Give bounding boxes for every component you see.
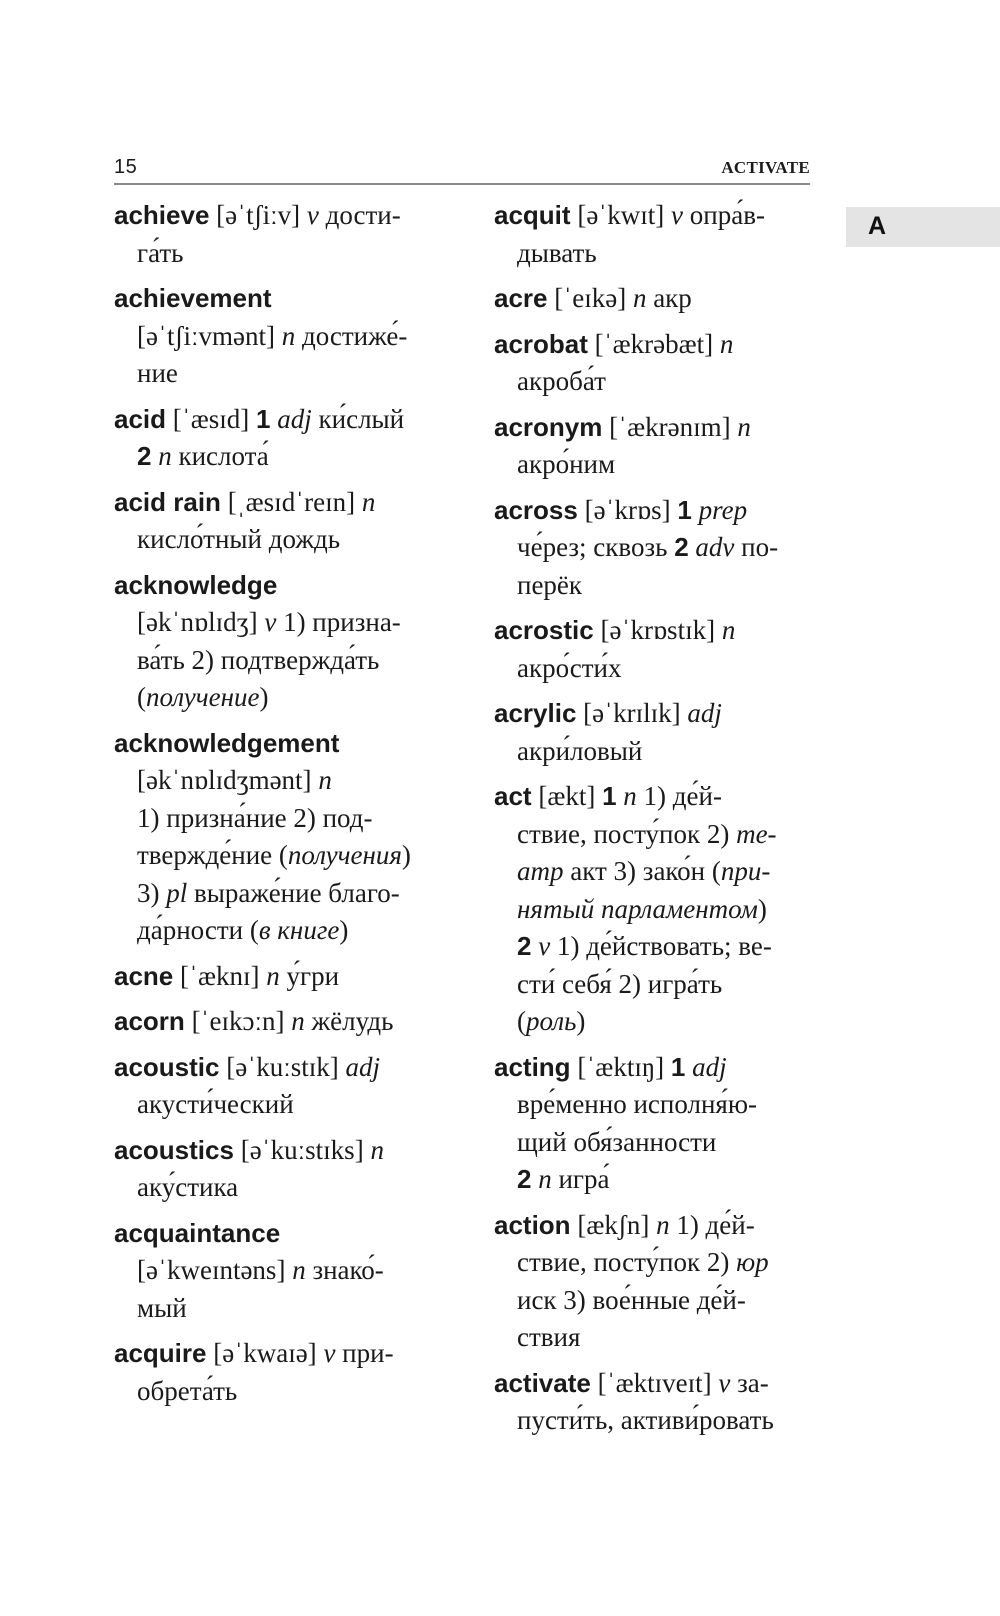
entry-text: [əˈkweɪntəns] [137, 1255, 293, 1285]
dictionary-entry [114, 1049, 454, 1124]
italic-label: adj [687, 698, 722, 728]
entry-line [494, 529, 814, 567]
entry-line [114, 1290, 454, 1328]
italic-label: v [323, 1338, 336, 1368]
entry-text: выраже́ние благо- [187, 877, 400, 908]
dictionary-entry [494, 492, 814, 605]
entry-line [114, 875, 454, 913]
entry-line [114, 567, 454, 605]
entry-line [114, 1215, 454, 1253]
headword: acting [494, 1051, 571, 1082]
italic-label: n [292, 1255, 306, 1285]
sense-number: 1 [670, 1051, 686, 1082]
headword: acid [114, 403, 167, 434]
dictionary-entry [494, 1049, 814, 1199]
header-rule [114, 183, 810, 185]
entry-text: акр [646, 283, 692, 313]
sense-number: 1 [602, 781, 617, 811]
entry-line [114, 1132, 454, 1170]
dictionary-entry [114, 1335, 454, 1410]
entry-text: игра́ [551, 1164, 610, 1194]
headword: acoustic [114, 1051, 220, 1082]
entry-text: ва́ть 2) подтвержда́ть [137, 644, 380, 675]
entry-line [494, 235, 814, 273]
entry-line [494, 492, 814, 530]
entry-text: ствие, посту́пок 2) [517, 818, 737, 849]
headword: acronym [494, 411, 603, 442]
entry-text: [əkˈnɒlɪdʒmənt] [137, 765, 319, 795]
italic-label: v [538, 931, 551, 961]
dictionary-entry [114, 401, 454, 476]
italic-label: n [719, 328, 734, 359]
entry-text: да́рности ( [137, 915, 259, 945]
headword: acorn [114, 1006, 185, 1036]
entry-text: ) [401, 840, 411, 870]
entry-text: твержде́ние ( [137, 840, 288, 870]
entry-line [114, 355, 454, 393]
entry-line [494, 1282, 814, 1320]
headword: acquit [494, 200, 571, 230]
entry-line [114, 1049, 454, 1087]
entry-text: ( [517, 1006, 526, 1036]
dictionary-column-right [494, 197, 814, 1448]
entry-line [494, 280, 814, 318]
entry-line [114, 679, 454, 717]
entry-line [114, 642, 454, 680]
entry-text: га́ть [137, 237, 184, 268]
entry-text: 1) призна́ние 2) под- [137, 802, 373, 833]
entry-text: акроба́т [517, 366, 606, 396]
dictionary-entry [494, 778, 814, 1041]
entry-text: [ækʃn] [570, 1209, 657, 1240]
entry-line [494, 446, 814, 484]
entry-text: ки́слый [311, 403, 405, 434]
entry-text: иск 3) вое́нные де́й- [517, 1284, 746, 1315]
italic-label: n [158, 441, 172, 471]
entry-line [494, 612, 814, 650]
italic-label: adj [345, 1051, 380, 1082]
entry-text: [əkˈnɒlɪdʒ] [137, 607, 265, 637]
sense-number: 2 [137, 441, 152, 471]
entry-text: у́гри [279, 960, 340, 991]
thumb-index-tab [846, 207, 1000, 247]
entry-text: щий обя́занности [517, 1126, 717, 1157]
headword: acoustics [114, 1134, 234, 1165]
entry-text: обрета́ть [137, 1375, 238, 1406]
dictionary-entry [494, 695, 814, 770]
entry-text: мый [137, 1292, 187, 1323]
entry-text: 3) [137, 877, 167, 908]
entry-text: акусти́ческий [137, 1089, 294, 1119]
entry-line [114, 318, 454, 356]
headword: across [494, 494, 578, 525]
dictionary-entry [494, 1207, 814, 1357]
italic-label: получения [287, 840, 402, 870]
entry-line [114, 725, 454, 763]
entry-text: пусти́ть, активи́ровать [517, 1405, 774, 1435]
entry-text: кислота́ [171, 441, 269, 471]
headword: acne [114, 960, 174, 991]
entry-text: акро́сти́х [517, 652, 622, 683]
dictionary-entry [114, 1215, 454, 1328]
italic-label: n [291, 1006, 305, 1036]
entry-text: знако́- [305, 1255, 384, 1285]
entry-text: [ˈæknɪ] [173, 960, 267, 991]
sense-number: 2 [517, 1164, 532, 1194]
sense-number: 2 [674, 532, 689, 562]
entry-line [114, 604, 454, 642]
entry-text: опра́в- [683, 200, 765, 230]
entry-text: че́рез; сквозь [517, 532, 675, 562]
italic-label: n [623, 781, 637, 811]
entry-text: вре́менно исполня́ю- [517, 1089, 757, 1119]
entry-text: ) [259, 682, 269, 712]
entry-line [494, 928, 814, 966]
headword: acrostic [494, 615, 594, 645]
italic-label: n [281, 320, 296, 351]
entry-line [494, 567, 814, 605]
dictionary-entry [114, 567, 454, 717]
entry-line [114, 1335, 454, 1373]
entry-text: ) [339, 915, 349, 945]
entry-text: 1) де́й- [636, 781, 722, 811]
entry-text: ствие, посту́пок 2) [517, 1247, 737, 1277]
entry-line [114, 280, 454, 318]
entry-line [494, 1161, 814, 1199]
headword: achieve [114, 200, 210, 230]
entry-line [114, 1373, 454, 1411]
italic-label: v [306, 200, 319, 230]
entry-line [494, 891, 814, 929]
headword: acknowledge [114, 569, 278, 600]
italic-label: n [632, 283, 647, 313]
dictionary-entry [114, 725, 454, 950]
entry-text: достиже́- [295, 320, 408, 351]
entry-line [114, 800, 454, 838]
headword: acknowledgement [114, 727, 340, 758]
italic-label: n [737, 411, 751, 442]
dictionary-entry [494, 1365, 814, 1440]
italic-label: роль [526, 1006, 577, 1036]
entry-line [114, 1252, 454, 1290]
entry-line [114, 521, 454, 559]
italic-label: те- [736, 818, 777, 849]
sense-number: 1 [256, 403, 271, 434]
entry-text: [ˈeɪkɔːn] [184, 1006, 292, 1036]
dictionary-entry [494, 612, 814, 687]
headword: acrobat [494, 328, 588, 359]
italic-label: юр [736, 1247, 769, 1277]
entry-line [114, 837, 454, 875]
entry-text: [ˈæktɪŋ] [570, 1051, 671, 1082]
entry-line [494, 1003, 814, 1041]
entry-text: [əˈtʃiːvmənt] [137, 320, 282, 351]
entry-text: [əˈkrɒstɪk] [593, 615, 722, 645]
dictionary-entry [114, 484, 454, 559]
entry-text: [əˈkrɪlɪk] [576, 698, 688, 728]
entry-text: [əˈtʃiːv] [209, 200, 307, 230]
entry-text: сти́ себя́ 2) игра́ть [517, 968, 723, 999]
entry-text: [ˈæsɪd] [166, 403, 257, 434]
italic-label: получение [146, 682, 260, 712]
entry-text: при- [335, 1338, 394, 1368]
entry-text: [ˈækrəbæt] [587, 328, 720, 359]
thumb-index-letter: A [868, 212, 887, 240]
entry-line [494, 1124, 814, 1162]
entry-text: [əˈkuːstɪk] [219, 1051, 346, 1082]
entry-text: [ˈækrənɪm] [602, 411, 738, 442]
italic-label: v [671, 200, 684, 230]
italic-label: n [318, 765, 332, 795]
entry-text: ние [137, 358, 178, 388]
entry-line [494, 816, 814, 854]
entry-line [494, 695, 814, 733]
italic-label: n [656, 1209, 670, 1240]
entry-text: ствия [517, 1322, 581, 1352]
dictionary-entry [494, 409, 814, 484]
entry-line [114, 762, 454, 800]
dictionary-entry [114, 1132, 454, 1207]
entry-line [494, 966, 814, 1004]
headword: activate [494, 1367, 591, 1398]
entry-text: ( [137, 682, 146, 712]
entry-line [494, 326, 814, 364]
entry-text: ) [576, 1006, 586, 1036]
italic-label: n [721, 615, 736, 645]
entry-text: акро́ним [517, 449, 616, 479]
entry-text: [ækt] [531, 781, 603, 811]
headword: acquaintance [114, 1217, 281, 1248]
entry-text: [əˈkwɪt] [570, 200, 672, 230]
entry-text: [ˈæktɪveɪt] [590, 1367, 719, 1398]
entry-text: [ˈeɪkə] [547, 283, 633, 313]
entry-text: акри́ловый [517, 735, 643, 766]
running-head: ACTIVATE [721, 158, 810, 177]
entry-text: дывать [517, 237, 597, 268]
entry-text: 1) де́йствовать; ве- [550, 931, 772, 961]
entry-line [114, 1003, 454, 1041]
italic-label: prep [698, 494, 748, 525]
entry-line [494, 1207, 814, 1245]
entry-line [114, 235, 454, 273]
entry-text: [əˈkwaɪə] [206, 1338, 324, 1368]
entry-text: акт 3) зако́н ( [563, 856, 721, 886]
italic-label: adj [692, 1051, 727, 1082]
entry-text: 1) де́й- [669, 1209, 755, 1240]
entry-text: ) [757, 893, 767, 924]
entry-line [114, 438, 454, 476]
entry-line [494, 733, 814, 771]
italic-label: при- [720, 856, 771, 886]
italic-label: нятый парламентом [517, 893, 758, 924]
headword: acid rain [114, 486, 221, 517]
entry-line [494, 650, 814, 688]
entry-line [494, 1365, 814, 1403]
italic-label: в книге [258, 915, 340, 945]
entry-line [114, 912, 454, 950]
headword: act [494, 781, 532, 811]
italic-label: n [266, 960, 280, 991]
dictionary-entry [494, 280, 814, 318]
italic-label: атр [517, 856, 564, 886]
headword: acrylic [494, 698, 577, 728]
dictionary-entry [114, 1003, 454, 1041]
dictionary-entry [494, 197, 814, 272]
italic-label: v [264, 607, 277, 637]
italic-label: n [370, 1134, 384, 1165]
entry-line [494, 778, 814, 816]
dictionary-entry [114, 958, 454, 996]
page-number: 15 [114, 156, 138, 178]
entry-text: жёлудь [304, 1006, 394, 1036]
entry-line [494, 1244, 814, 1282]
dictionary-entry [114, 280, 454, 393]
headword: acquire [114, 1338, 207, 1368]
entry-line [114, 1086, 454, 1124]
sense-number: 2 [517, 931, 532, 961]
entry-text [692, 495, 699, 525]
italic-label: v [718, 1367, 731, 1398]
entry-line [494, 1319, 814, 1357]
entry-text: аку́стика [137, 1172, 239, 1202]
entry-line [494, 1049, 814, 1087]
italic-label: adv [695, 532, 735, 562]
entry-line [494, 363, 814, 401]
italic-label: n [361, 486, 376, 517]
dictionary-entry [114, 197, 454, 272]
entry-line [114, 1169, 454, 1207]
entry-text: [əˈkrɒs] [577, 494, 678, 525]
entry-line [494, 1086, 814, 1124]
entry-line [494, 409, 814, 447]
entry-text: перёк [517, 569, 583, 600]
entry-line [114, 958, 454, 996]
dictionary-entry [494, 326, 814, 401]
entry-line [114, 197, 454, 235]
entry-line [494, 853, 814, 891]
entry-text: 1) призна- [276, 607, 401, 637]
entry-line [114, 484, 454, 522]
dictionary-column-left [114, 197, 454, 1418]
entry-text: по- [734, 532, 779, 562]
entry-line [494, 197, 814, 235]
entry-text: [əˈkuːstɪks] [233, 1134, 371, 1165]
italic-label: adj [277, 403, 312, 434]
entry-line [114, 401, 454, 439]
entry-text: [ˌæsɪdˈreɪn] [220, 486, 362, 517]
headword: action [494, 1209, 571, 1240]
entry-line [494, 1402, 814, 1440]
entry-text: дости- [318, 200, 401, 230]
sense-number: 1 [677, 494, 692, 525]
italic-label: pl [166, 877, 188, 908]
italic-label: n [538, 1164, 552, 1194]
entry-text: за- [730, 1367, 769, 1398]
headword: achievement [114, 283, 272, 313]
headword: acre [494, 283, 548, 313]
entry-text: кисло́тный дождь [137, 524, 341, 554]
